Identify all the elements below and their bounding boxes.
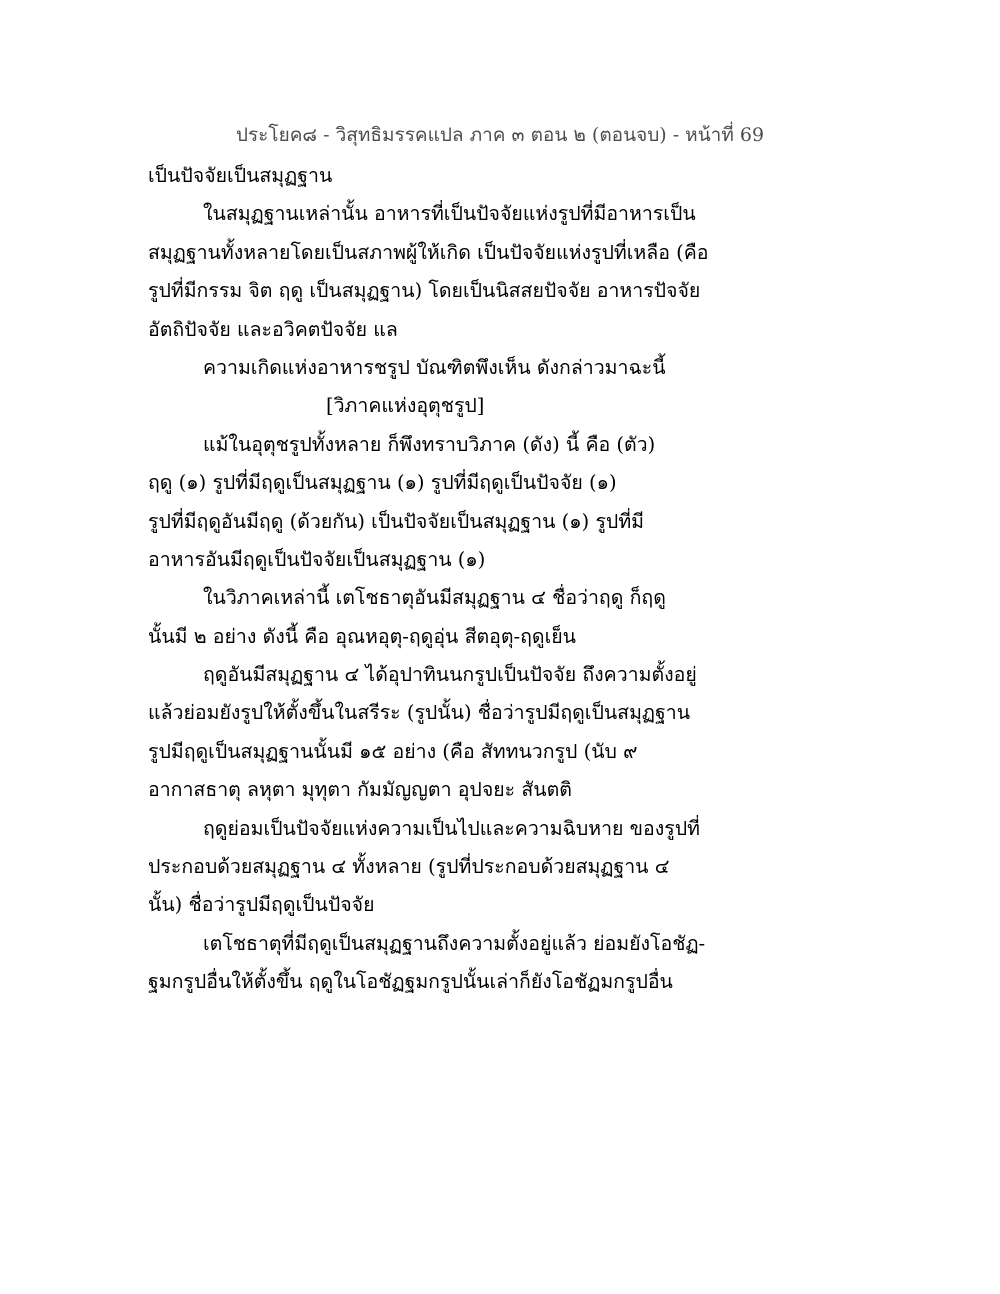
text-line: รูปที่มีฤดูอันมีฤดู (ด้วยกัน) เป็นปัจจัยเป็นสมุฏฐาน (๑) รูปที่มี — [148, 509, 645, 533]
text-line: ความเกิดแห่งอาหารชรูป บัณฑิตพึงเห็น ดังกล่าวมาฉะนี้ — [203, 355, 666, 379]
text-line: ในวิภาคเหล่านี้ เตโชธาตุอันมีสมุฏฐาน ๔ ชื่อว่าฤดู ก็ฤดู — [203, 586, 666, 610]
text-line: นั้น) ชื่อว่ารูปมีฤดูเป็นปัจจัย — [148, 893, 375, 917]
text-line: เตโชธาตุที่มีฤดูเป็นสมุฏฐานถึงความตั้งอยู่แล้ว ย่อมยังโอชัฏ- — [203, 931, 706, 955]
text-line: อัตถิปัจจัย และอวิคตปัจจัย แล — [148, 317, 398, 341]
section-heading: [วิภาคแห่งอุตุชรูป] — [326, 394, 485, 418]
text-line: อากาสธาตุ ลหุตา มุทุตา กัมมัญญตา อุปจยะ สันตติ — [148, 778, 572, 802]
text-line: ฤดู (๑) รูปที่มีฤดูเป็นสมุฏฐาน (๑) รูปที่มีฤดูเป็นปัจจัย (๑) — [148, 471, 617, 495]
text-line: นั้นมี ๒ อย่าง ดังนี้ คือ อุณหอุตุ-ฤดูอุ่น สีตอุตุ-ฤดูเย็น — [148, 624, 576, 648]
text-line: แม้ในอุตุชรูปทั้งหลาย ก็พึงทราบวิภาค (ดัง) นี้ คือ (ตัว) — [203, 432, 656, 456]
text-line: ฤดูย่อมเป็นปัจจัยแห่งความเป็นไปและความฉิบหาย ของรูปที่ — [203, 816, 700, 840]
text-line: ฐมกรูปอื่นให้ตั้งขึ้น ฤดูในโอชัฏฐมกรูปนั้นเล่าก็ยังโอชัฏมกรูปอื่น — [148, 970, 673, 994]
text-line: แล้วย่อมยังรูปให้ตั้งขึ้นในสรีระ (รูปนั้น) ชื่อว่ารูปมีฤดูเป็นสมุฏฐาน — [148, 701, 691, 725]
text-line: สมุฏฐานทั้งหลายโดยเป็นสภาพผู้ให้เกิด เป็นปัจจัยแห่งรูปที่เหลือ (คือ — [148, 240, 709, 264]
text-line: รูปมีฤดูเป็นสมุฏฐานนั้นมี ๑๕ อย่าง (คือ สัททนวกรูป (นับ ๙ — [148, 739, 638, 763]
text-line: ในสมุฏฐานเหล่านั้น อาหารที่เป็นปัจจัยแห่งรูปที่มีอาหารเป็น — [203, 202, 696, 226]
text-line: เป็นปัจจัยเป็นสมุฏฐาน — [148, 164, 333, 187]
text-line: อาหารอันมีฤดูเป็นปัจจัยเป็นสมุฏฐาน (๑) — [148, 547, 486, 571]
text-line: ประกอบด้วยสมุฏฐาน ๔ ทั้งหลาย (รูปที่ประกอบด้วยสมุฏฐาน ๔ — [148, 855, 670, 879]
text-line: รูปที่มีกรรม จิต ฤดู เป็นสมุฏฐาน) โดยเป็นนิสสยปัจจัย อาหารปัจจัย — [148, 279, 701, 303]
running-header: ประโยค๘ - วิสุทธิมรรคแปล ภาค ๓ ตอน ๒ (ตอนจบ) - หน้าที่ 69 — [235, 124, 765, 146]
body-text — [148, 157, 868, 1002]
text-line: ฤดูอันมีสมุฏฐาน ๔ ได้อุปาทินนกรูปเป็นปัจจัย ถึงความตั้งอยู่ — [203, 663, 697, 687]
